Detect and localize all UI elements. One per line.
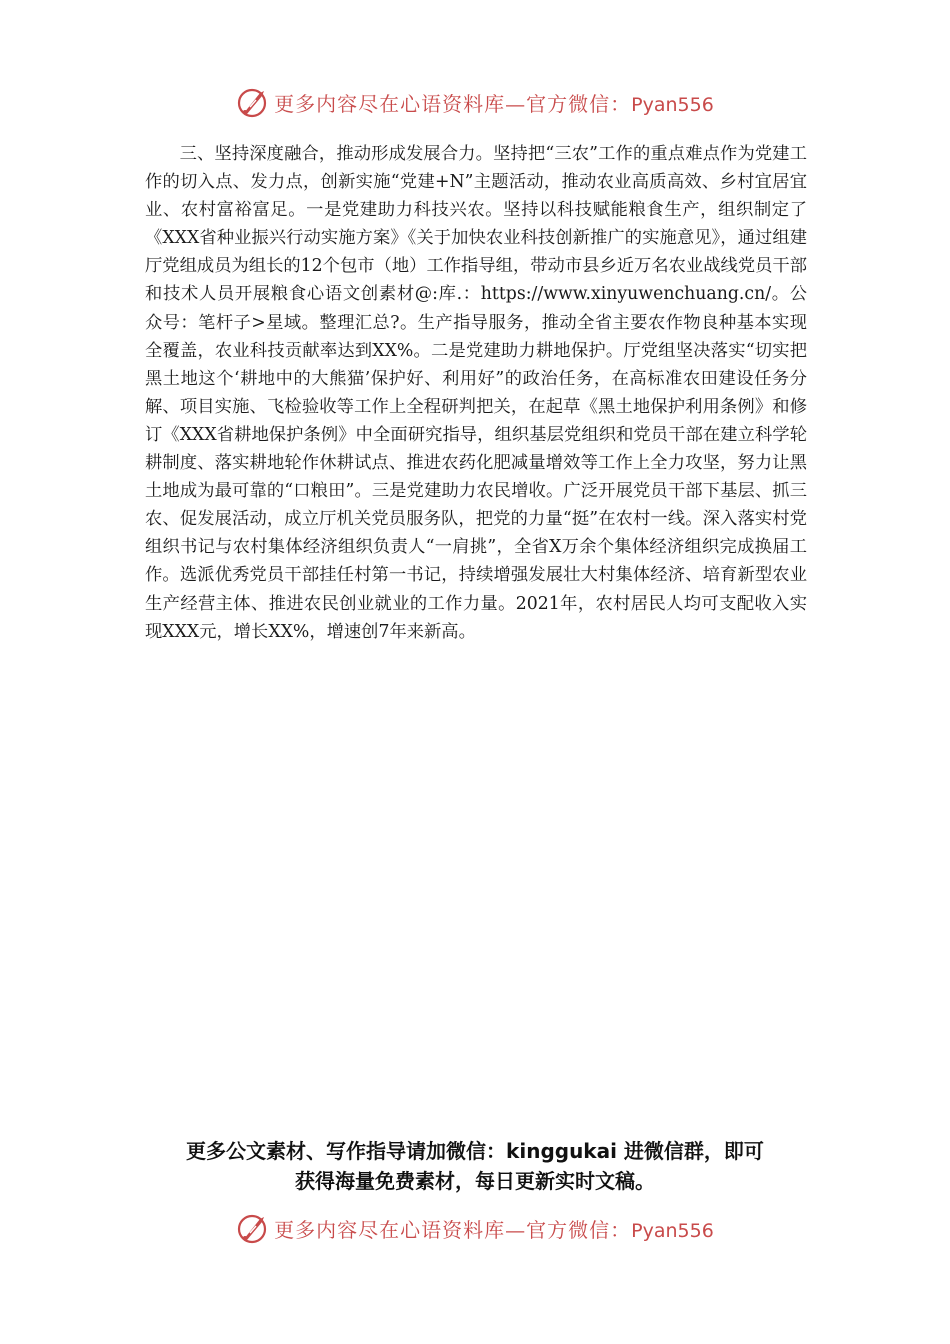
footer-promo-line-2: 获得海量免费素材，每日更新实时文稿。	[295, 1169, 655, 1193]
quill-pen-logo-icon	[236, 1211, 270, 1245]
footer-banner	[0, 1208, 950, 1248]
article-paragraph: 三、坚持深度融合，推动形成发展合力。坚持把“三农”工作的重点难点作为党建工作的切入点、发力点，创新实施“党建+N”主题活动，推动农业高质高效、乡村宜居宜业、农村富裕富足。一是党建助力科技兴农。坚持以科技赋能粮食生产，组织制定了《XXX省种业振兴行动实施方案》《关于加快农业科技创新推广的实施意见》，通过组建厅党组成员为组长的12个包市（地）工作指导组，带动市县乡近万名农业战线党员干部和技术人员开展粮食心语文创素材@:库.：https://www.xinyuwenchuang.cn/。公众号：笔杆子>星域。整理汇总?。生产指导服务，推动全省主要农作物良种基本实现全覆盖，农业科技贡献率达到XX%。二是党建助力耕地保护。厅党组坚决落实“切实把黑土地这个‘耕地中的大熊猫’保护好、利用好”的政治任务，在高标准农田建设任务分解、项目实施、飞检验收等工作上全程研判把关，在起草《黑土地保护利用条例》和修订《XXX省耕地保护条例》中全面研究指导，组织基层党组织和党员干部在建立科学轮耕制度、落实耕地轮作休耕试点、推进农药化肥减量增效等工作上全力攻坚，努力让黑土地成为最可靠的“口粮田”。三是党建助力农民增收。广泛开展党员干部下基层、抓三农、促发展活动，成立厅机关党员服务队，把党的力量“挺”在农村一线。深入落实村党组织书记与农村集体经济组织负责人“一肩挑”，全省X万余个集体经济组织完成换届工作。选派优秀党员干部挂任村第一书记，持续增强发展壮大村集体经济、培育新型农业生产经营主体、推进农民创业就业的工作力量。2021年，农村居民人均可支配收入实现XXX元，增长XX%，增速创7年来新高。	[145, 144, 807, 642]
header-banner	[0, 82, 950, 122]
footer-banner-text	[274, 1214, 714, 1243]
footer-wechat-id: Pyan556	[631, 1219, 714, 1242]
footer-promo-line-1: 更多公文素材、写作指导请加微信：kinggukai 进微信群，即可	[186, 1139, 764, 1163]
footer-banner-label: 更多内容尽在心语资料库—官方微信：	[274, 1217, 632, 1242]
quill-pen-logo-icon	[236, 85, 270, 119]
footer-promo-note	[100, 1136, 850, 1196]
header-wechat-id: Pyan556	[631, 93, 714, 116]
header-banner-text	[274, 88, 714, 117]
header-banner-label: 更多内容尽在心语资料库—官方微信：	[274, 91, 632, 116]
